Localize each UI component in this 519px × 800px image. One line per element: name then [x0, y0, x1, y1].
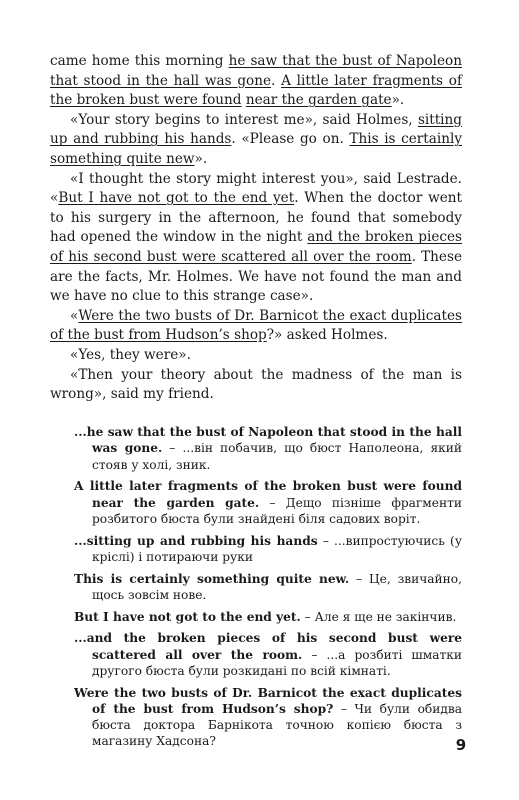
underlined-phrase: But I have not got to the end yet — [58, 190, 295, 207]
story-text-segment: . These are the facts, Mr. Holmes. We have not found the man and we have no clue to this strange case». — [50, 248, 462, 305]
story-paragraph — [50, 170, 462, 307]
glossary-english-phrase: ...sitting up and rubbing his hands — [74, 533, 318, 548]
underlined-phrase: A little later fragments of the broken bust were found — [50, 72, 462, 109]
glossary-english-phrase: ...and the broken pieces of his second bust were scattered all over the room. — [74, 631, 462, 662]
glossary-entry — [74, 630, 462, 679]
glossary-english-phrase: This is certainly something quite new. — [74, 571, 350, 586]
glossary-translation: – Але я ще не закінчив. — [300, 609, 457, 624]
story-paragraph — [50, 111, 462, 170]
story-text-segment: . — [271, 72, 282, 89]
story-text-segment: «I thought the story might interest you», said Lestrade. « — [50, 170, 462, 207]
story-text-segment: « — [70, 307, 79, 324]
glossary-entry — [74, 424, 462, 473]
glossary-entry — [74, 571, 462, 604]
underlined-phrase: and the broken pieces of his second bust were scattered all over the room — [50, 229, 463, 265]
story-text-segment: ». — [391, 92, 405, 109]
story-text — [50, 52, 462, 405]
glossary-english-phrase: A little later fragments of the broken bust were found near the garden gate. — [74, 479, 462, 510]
glossary-entry — [74, 533, 462, 566]
story-text-segment: . «Please go on. — [231, 131, 350, 148]
story-paragraph — [50, 366, 462, 405]
glossary-translation: – Це, звичайно, щось зовсім нове. — [92, 571, 462, 602]
underlined-phrase: This is certainly something quite new — [50, 131, 463, 167]
story-text-segment: . When the doctor went to his surgery in the afternoon, he found that somebody had opened the window in the night — [50, 190, 463, 246]
glossary-translation: – Дещо пізніше фрагменти розбитого бюста були знайдені біля садових воріт. — [92, 495, 462, 526]
vocabulary-glossary — [74, 424, 462, 755]
story-paragraph — [50, 52, 462, 111]
story-paragraph — [50, 346, 462, 366]
underlined-phrase: near the garden gate — [245, 92, 392, 109]
glossary-translation: – Чи були обидва бюста доктора Барнікота точною копією бюста з магазину Хадсона? — [92, 701, 463, 749]
glossary-entry — [74, 609, 462, 625]
story-text-segment: ». — [194, 150, 208, 167]
story-paragraph — [50, 307, 462, 346]
story-text-segment: ?» asked Holmes. — [266, 327, 388, 344]
underlined-phrase: he saw that the bust of Napoleon that stood in the hall was gone — [50, 53, 462, 89]
glossary-entry — [74, 478, 462, 527]
story-text-segment: «Yes, they were». — [70, 346, 191, 363]
glossary-english-phrase: ...he saw that the bust of Napoleon that stood in the hall was gone. — [74, 425, 462, 456]
page-number: 9 — [455, 736, 467, 754]
underlined-phrase: sitting up and rubbing his hands — [50, 111, 462, 148]
story-text-segment: «Then your theory about the madness of the man is wrong», said my friend. — [50, 366, 462, 403]
story-text-segment: came home this morning — [50, 53, 229, 69]
glossary-translation: – ...він побачив, що бюст Наполеона, який стояв у холі, зник. — [92, 441, 462, 472]
glossary-english-phrase: But I have not got to the end yet. — [74, 609, 301, 624]
glossary-entry — [74, 685, 462, 750]
glossary-translation: – ...а розбиті шматки другого бюста були розкидані по всій кімнаті. — [92, 647, 462, 678]
underlined-phrase: Were the two busts of Dr. Barnicot the exact duplicates of the bust from Hudson’s shop — [50, 307, 462, 344]
glossary-translation: – ...випростуючись (у кріслі) і потираючи руки — [92, 533, 462, 564]
glossary-english-phrase: Were the two busts of Dr. Barnicot the exact duplicates of the bust from Hudson’s shop? — [74, 685, 462, 716]
story-text-segment: «Your story begins to interest me», said Holmes, — [70, 111, 418, 128]
